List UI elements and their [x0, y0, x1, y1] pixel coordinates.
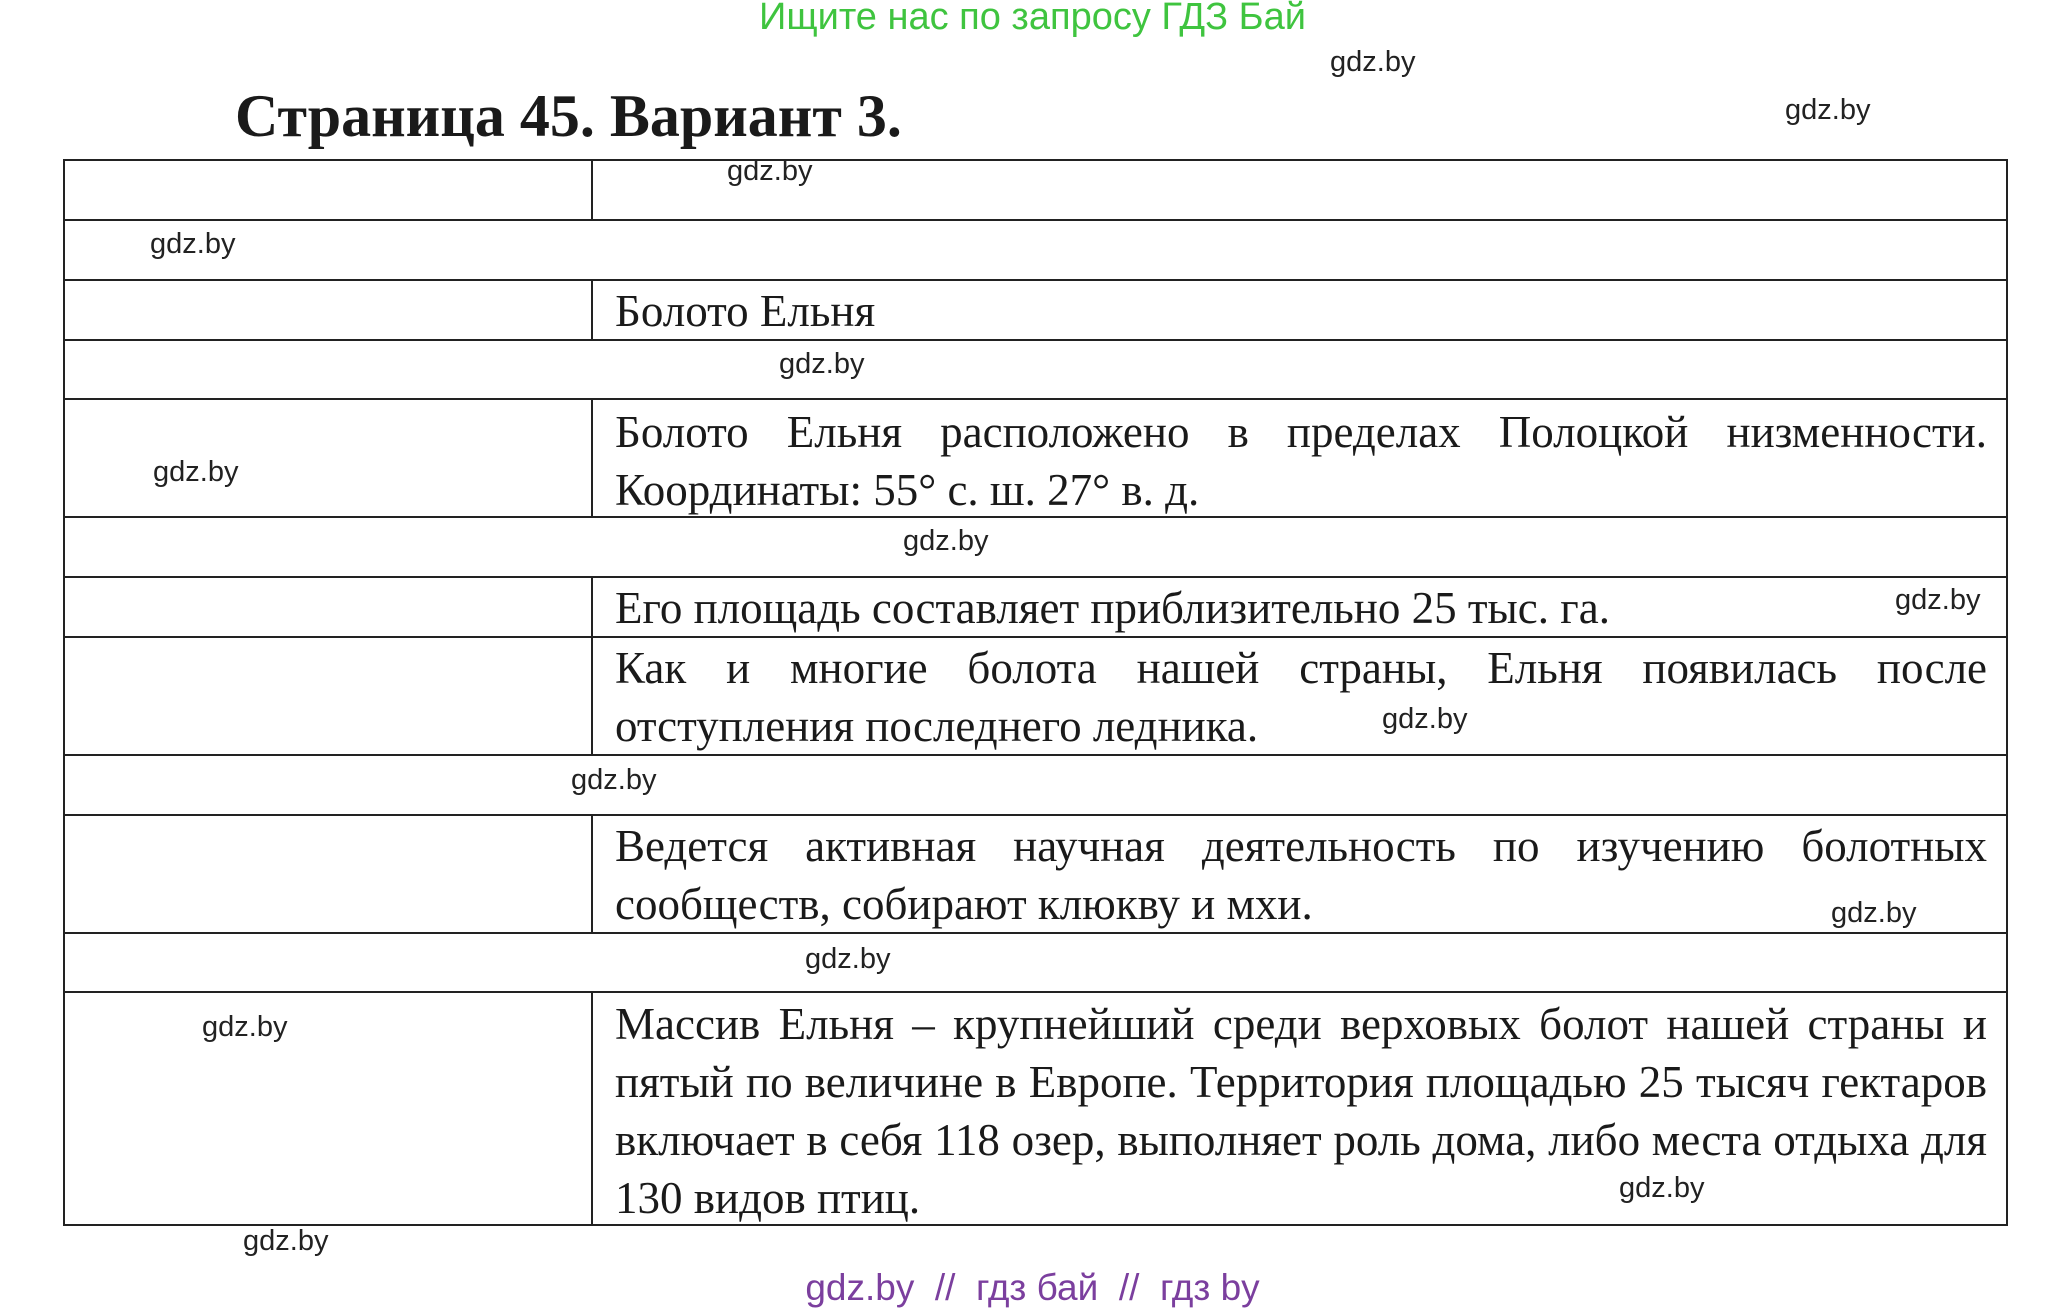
- row-divider: [63, 814, 2008, 816]
- table-cell-text: Его площадь составляет приблизительно 25 тыс. га.: [615, 583, 1610, 633]
- watermark: gdz.by: [1619, 1172, 1705, 1204]
- watermark: gdz.by: [1382, 703, 1468, 735]
- row-divider: [63, 398, 2008, 400]
- row-divider: [63, 219, 2008, 221]
- watermark: gdz.by: [243, 1225, 329, 1257]
- watermark: gdz.by: [571, 764, 657, 796]
- column-divider: [591, 576, 593, 638]
- watermark: gdz.by: [150, 228, 236, 260]
- page-title: Страница 45. Вариант 3.: [235, 83, 902, 149]
- watermark: gdz.by: [1330, 46, 1416, 78]
- table-cell-text: Массив Ельня – крупнейший среди верховых болот нашей страны и пятый по величине в Европе. Территория площадью 25 тысяч гектаров включает в себя 118 озер, выполняет роль дома, либо места отдыха для 130 видов птиц.: [615, 999, 1987, 1223]
- watermark: gdz.by: [903, 525, 989, 557]
- search-banner[interactable]: Ищите нас по запросу ГДЗ Бай: [759, 0, 1306, 38]
- watermark: gdz.by: [1895, 584, 1981, 616]
- watermark: gdz.by: [805, 943, 891, 975]
- table-border-left: [63, 159, 65, 1226]
- column-divider: [591, 636, 593, 756]
- row-divider: [63, 991, 2008, 993]
- watermark: gdz.by: [202, 1011, 288, 1043]
- watermark: gdz.by: [1831, 897, 1917, 929]
- column-divider: [591, 814, 593, 934]
- column-divider: [591, 279, 593, 341]
- watermark: gdz.by: [779, 348, 865, 380]
- row-divider: [63, 576, 2008, 578]
- column-divider: [591, 159, 593, 221]
- table-border-right: [2006, 159, 2008, 1226]
- table-cell-text: Как и многие болота нашей страны, Ельня появилась после отступления последнего ледника.: [615, 643, 1987, 751]
- column-divider: [591, 398, 593, 518]
- footer-links[interactable]: gdz.by // гдз бай // гдз by: [805, 1267, 1260, 1308]
- table-cell-text: Ведется активная научная деятельность по изучению болотных сообществ, собирают клюкву и мхи.: [615, 821, 1987, 929]
- table-border-top: [63, 159, 2008, 161]
- watermark: gdz.by: [727, 155, 813, 187]
- table-cell-text: Болото Ельня: [615, 286, 876, 336]
- table-cell-text: Болото Ельня расположено в пределах Полоцкой низменности. Координаты: 55° с. ш. 27° в. д.: [615, 407, 1987, 515]
- row-divider: [63, 279, 2008, 281]
- watermark: gdz.by: [1785, 94, 1871, 126]
- column-divider: [591, 991, 593, 1226]
- watermark: gdz.by: [153, 456, 239, 488]
